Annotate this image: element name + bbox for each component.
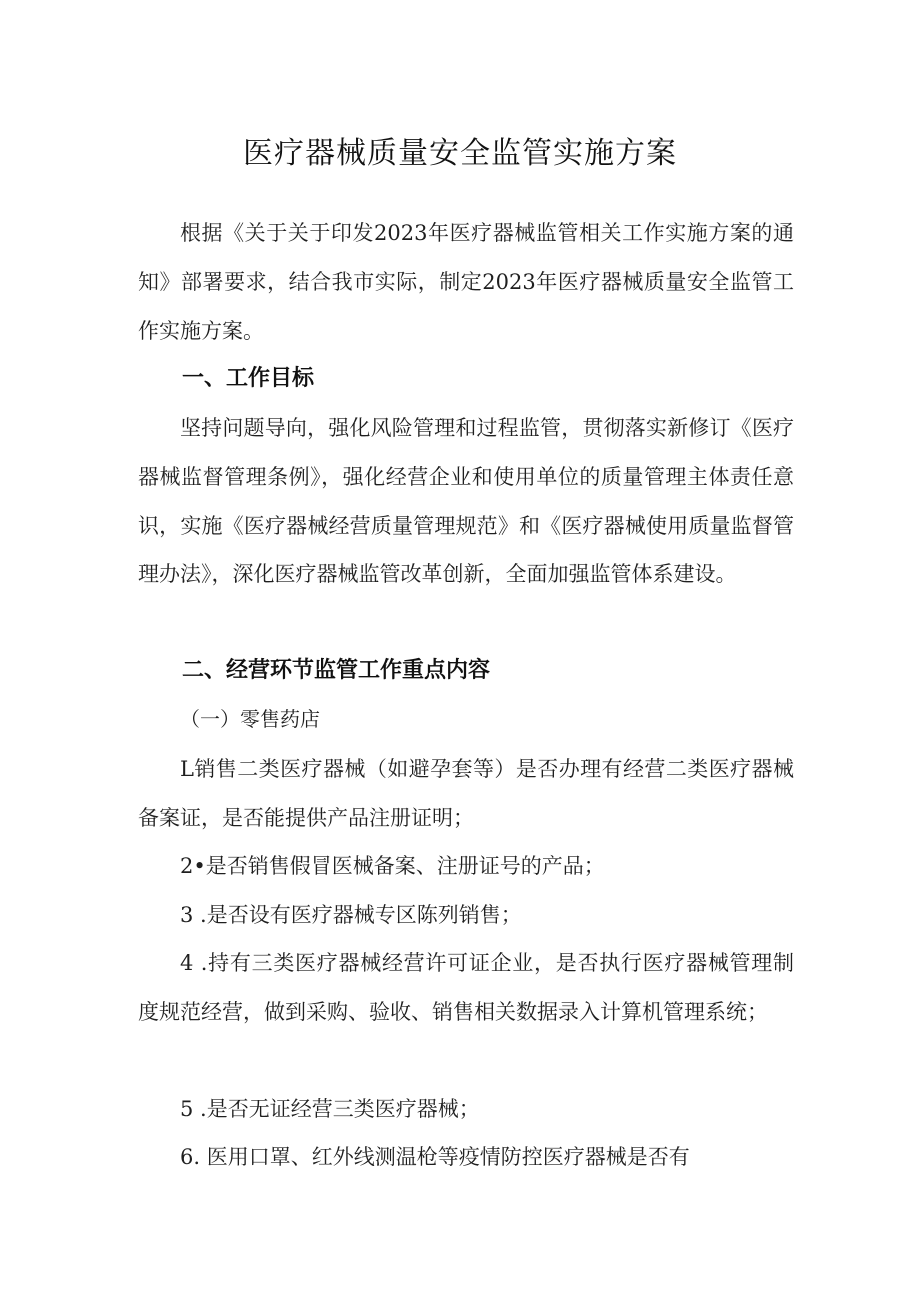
list-item: 4 .持有三类医疗器械经营许可证企业，是否执行医疗器械管理制度规范经营，做到采购、验收、销售相关数据录入计算机管理系统； <box>138 951 794 1024</box>
section-heading-goals: 一、工作目标 <box>182 366 315 391</box>
intro-paragraph: 根据《关于关于印发2023年医疗器械监管相关工作实施方案的通知》部署要求，结合我市实际，制定2023年医疗器械质量安全监管工作实施方案。 <box>138 221 794 343</box>
list-item: 2•是否销售假冒医械备案、注册证号的产品； <box>180 854 605 878</box>
list-item: 6. 医用口罩、红外线测温枪等疫情防控医疗器械是否有 <box>180 1145 690 1169</box>
subsection-heading-retail-pharmacy: （一）零售药店 <box>180 707 320 731</box>
document-title: 医疗器械质量安全监管实施方案 <box>243 136 677 171</box>
goals-paragraph: 坚持问题导向，强化风险管理和过程监管，贯彻落实新修订《医疗器械监督管理条例》，强化经营企业和使用单位的质量管理主体责任意识，实施《医疗器械经营质量管理规范》和《医疗器械使用质量监督管理办法》，深化医疗器械监管改革创新，全面加强监管体系建设。 <box>138 416 794 587</box>
section-heading-key-content: 二、经营环节监管工作重点内容 <box>182 658 491 683</box>
list-item: L销售二类医疗器械（如避孕套等）是否办理有经营二类医疗器械备案证，是否能提供产品注册证明； <box>138 757 794 830</box>
list-item: 3 .是否设有医疗器械专区陈列销售； <box>180 903 522 927</box>
list-item: 5 .是否无证经营三类医疗器械； <box>180 1097 480 1121</box>
